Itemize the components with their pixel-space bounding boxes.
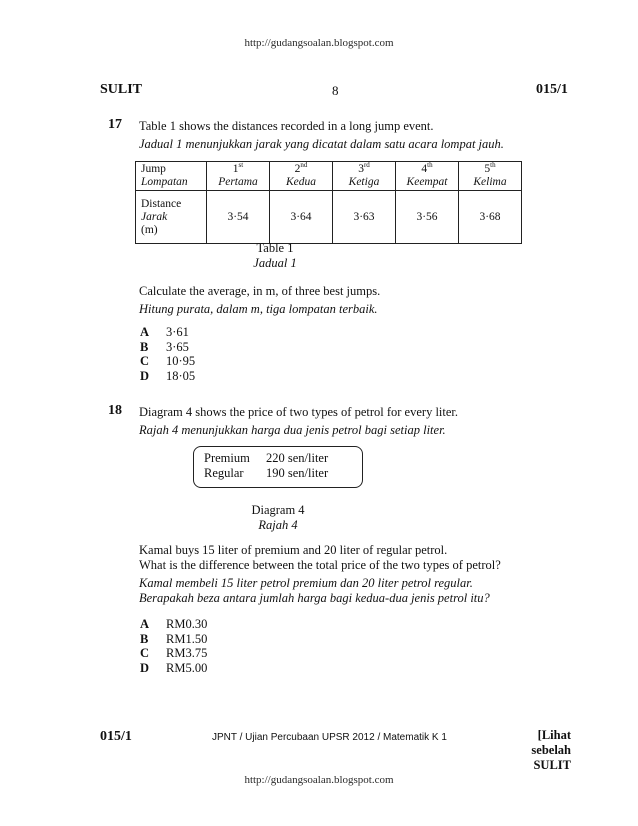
question-prompt-en-2: What is the difference between the total price of the two types of petrol? xyxy=(139,558,501,572)
footer-paper-code: 015/1 xyxy=(100,729,132,744)
option-b[interactable]: B RM1.50 xyxy=(140,631,208,646)
answer-options xyxy=(140,325,195,383)
table-header-cell: 5th Kelima xyxy=(459,162,522,191)
option-d[interactable]: D RM5.00 xyxy=(140,660,208,675)
table-cell-distance: 3·68 xyxy=(459,191,522,244)
option-c[interactable]: C RM3.75 xyxy=(140,646,208,660)
question-number: 18 xyxy=(108,403,122,418)
option-a[interactable]: A RM0.30 xyxy=(140,617,208,631)
watermark-url-top: http://gudangsoalan.blogspot.com xyxy=(244,37,394,49)
table-cell-distance: 3·63 xyxy=(333,191,396,244)
footer-exam-title: JPNT / Ujian Percubaan UPSR 2012 / Matematik K 1 xyxy=(212,732,447,743)
question-prompt-en: Calculate the average, in m, of three best jumps. xyxy=(139,284,381,298)
table-cell-distance: 3·54 xyxy=(207,191,270,244)
watermark-url-bottom: http://gudangsoalan.blogspot.com xyxy=(244,774,394,786)
table-cell-distance: 3·64 xyxy=(270,191,333,244)
option-d[interactable]: D 18·05 xyxy=(140,368,196,383)
question-prompt-ms-2: Berapakah beza antara jumlah harga bagi kedua-dua jenis petrol itu? xyxy=(139,591,490,605)
table-header-cell: 3rd Ketiga xyxy=(333,162,396,191)
option-a[interactable]: A 3·61 xyxy=(140,325,189,339)
table-header-cell: 1st Pertama xyxy=(207,162,270,191)
table-1 xyxy=(135,161,522,244)
price-row-premium: Premium 220 sen/liter xyxy=(204,451,329,465)
question-stem-en: Table 1 shows the distances recorded in a long jump event. xyxy=(139,119,434,133)
question-stem-ms: Rajah 4 menunjukkan harga dua jenis petrol bagi setiap liter. xyxy=(139,423,446,437)
question-prompt-ms: Hitung purata, dalam m, tiga lompatan terbaik. xyxy=(139,302,378,316)
option-c[interactable]: C 10·95 xyxy=(140,354,196,368)
page-number: 8 xyxy=(332,83,339,98)
diagram-caption: Diagram 4 Rajah 4 xyxy=(251,503,305,532)
question-stem-en: Diagram 4 shows the price of two types of petrol for every liter. xyxy=(139,405,459,419)
price-diagram xyxy=(193,446,363,488)
table-caption: Table 1 Jadual 1 xyxy=(253,241,297,270)
question-stem-ms: Jadual 1 menunjukkan jarak yang dicatat dalam satu acara lompat jauh. xyxy=(139,137,504,151)
option-b[interactable]: B 3·65 xyxy=(140,339,189,354)
question-prompt-ms-1: Kamal membeli 15 liter petrol premium dan 20 liter petrol regular. xyxy=(139,576,473,590)
footer-turn-over: [Lihat sebelah SULIT xyxy=(531,728,571,772)
table-row-label-jump: Jump Lompatan xyxy=(136,162,207,191)
answer-options xyxy=(140,617,207,675)
table-header-cell: 2nd Kedua xyxy=(270,162,333,191)
table-cell-distance: 3·56 xyxy=(396,191,459,244)
price-row-regular: Regular 190 sen/liter xyxy=(204,466,329,480)
table-row-label-distance: Distance Jarak (m) xyxy=(136,191,207,244)
question-number: 17 xyxy=(108,117,122,132)
header-classification: SULIT xyxy=(100,82,143,97)
table-header-cell: 4th Keempat xyxy=(396,162,459,191)
header-paper-code: 015/1 xyxy=(536,82,568,97)
question-prompt-en-1: Kamal buys 15 liter of premium and 20 liter of regular petrol. xyxy=(139,543,448,557)
